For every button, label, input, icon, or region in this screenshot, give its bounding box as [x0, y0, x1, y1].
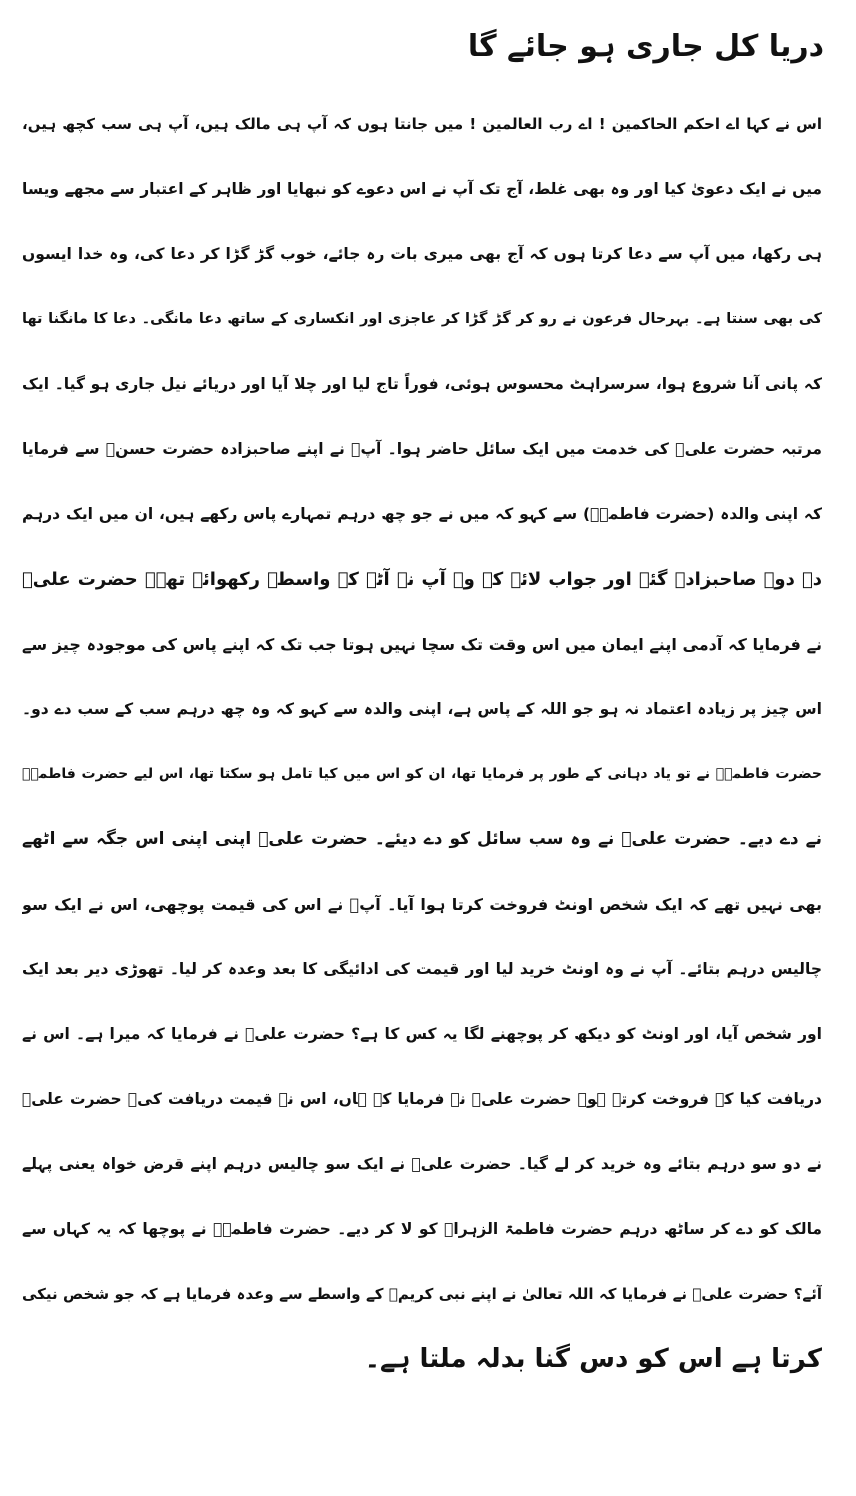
text-line: اور شخص آیا، اور اونٹ کو دیکھ کر پوچھنے لگا یہ کس کا ہے؟ حضرت علیؓ نے فرمایا کہ میرا ہے۔ اس نے	[22, 1025, 822, 1043]
text-line: نے دے دیے۔ حضرت علیؓ نے وہ سب سائل کو دے دیئے۔ حضرت علیؓ اپنی اپنی اس جگہ سے اٹھے	[22, 829, 822, 849]
text-line: نے فرمایا کہ آدمی اپنے ایمان میں اس وقت تک سچا نہیں ہوتا جب تک کہ اپنے پاس کی موجودہ چیز سے	[22, 635, 822, 654]
text-line: کہ اپنی والدہ (حضرت فاطمہؓ) سے کہو کہ میں نے جو چھ درہم تمہارے پاس رکھے ہیں، ان میں ایک درہم	[22, 505, 822, 523]
text-line: ہی رکھا، میں آپ سے دعا کرتا ہوں کہ آج بھی میری بات رہ جائے، خوب گڑ گڑا کر دعا کی، وہ خدا ایسوں	[22, 245, 822, 263]
text-line: اس نے کہا اے احکم الحاکمین ! اے رب العالمین ! میں جانتا ہوں کہ آپ ہی مالک ہیں، آپ ہی سب کچھ ہیں،	[22, 115, 822, 133]
page-title: دریا کل جاری ہو جائے گا	[467, 29, 824, 64]
text-line: کرتا ہے اس کو دس گنا بدلہ ملتا ہے۔	[364, 1344, 822, 1374]
text-line: کی بھی سنتا ہے۔ بہرحال فرعون نے رو کر گڑ گڑا کر عاجزی اور انکساری کے ساتھ دعا مانگی۔ دعا کا مانگنا تھا	[22, 311, 822, 327]
text-line: حضرت فاطمہؓ نے تو یاد دہانی کے طور پر فرمایا تھا، ان کو اس میں کیا تامل ہو سکتا تھا، اس لیے حضرت فاطمہؓ	[22, 766, 822, 782]
text-line: اس چیز پر زیادہ اعتماد نہ ہو جو اللہ کے پاس ہے، اپنی والدہ سے کہو کہ وہ چھ درہم سب کے سب دے دو۔	[22, 700, 822, 718]
text-line: میں نے ایک دعویٰ کیا اور وہ بھی غلط، آج تک آپ نے اس دعوے کو نبھایا اور ظاہر کے اعتبار سے مجھے ویسا	[22, 180, 822, 198]
text-line: دے دو۔ صاحبزادے گئے اور جواب لائے کہ وہ آپ نے آٹے کے واسطے رکھوائے تھے۔ حضرت علیؓ	[22, 569, 822, 590]
text-line: مرتبہ حضرت علیؓ کی خدمت میں ایک سائل حاضر ہوا۔ آپؓ نے اپنے صاحبزادہ حضرت حسنؓ سے فرمایا	[22, 440, 822, 458]
text-line: دریافت کیا کہ فروخت کرتے ہو۔ حضرت علیؓ نے فرمایا کہ ہاں، اس نے قیمت دریافت کی۔ حضرت علیؓ	[22, 1090, 822, 1108]
text-line: آئے؟ حضرت علیؓ نے فرمایا کہ اللہ تعالیٰ نے اپنے نبی کریمؐ کے واسطے سے وعدہ فرمایا ہے کہ جو شخص نیکی	[22, 1285, 822, 1303]
text-line: بھی نہیں تھے کہ ایک شخص اونٹ فروخت کرتا ہوا آیا۔ آپؓ نے اس کی قیمت پوچھی، اس نے ایک سو	[22, 895, 822, 914]
text-line: نے دو سو درہم بتائے وہ خرید کر لے گیا۔ حضرت علیؓ نے ایک سو چالیس درہم اپنے قرض خواہ یعنی پہلے	[22, 1155, 822, 1173]
text-line: مالک کو دے کر ساٹھ درہم حضرت فاطمۃ الزہراؓ کو لا کر دیے۔ حضرت فاطمہؓ نے پوچھا کہ یہ کہاں سے	[22, 1220, 822, 1238]
text-line: کہ پانی آنا شروع ہوا، سرسراہٹ محسوس ہوئی، فوراً تاج لیا اور چلا آیا اور دریائے نیل جاری ہو گیا۔ ایک	[22, 375, 822, 393]
text-line: چالیس درہم بتائے۔ آپ نے وہ اونٹ خرید لیا اور قیمت کی ادائیگی کا بعد وعدہ کر لیا۔ تھوڑی دیر بعد ایک	[22, 960, 822, 978]
body-text	[22, 92, 822, 1392]
